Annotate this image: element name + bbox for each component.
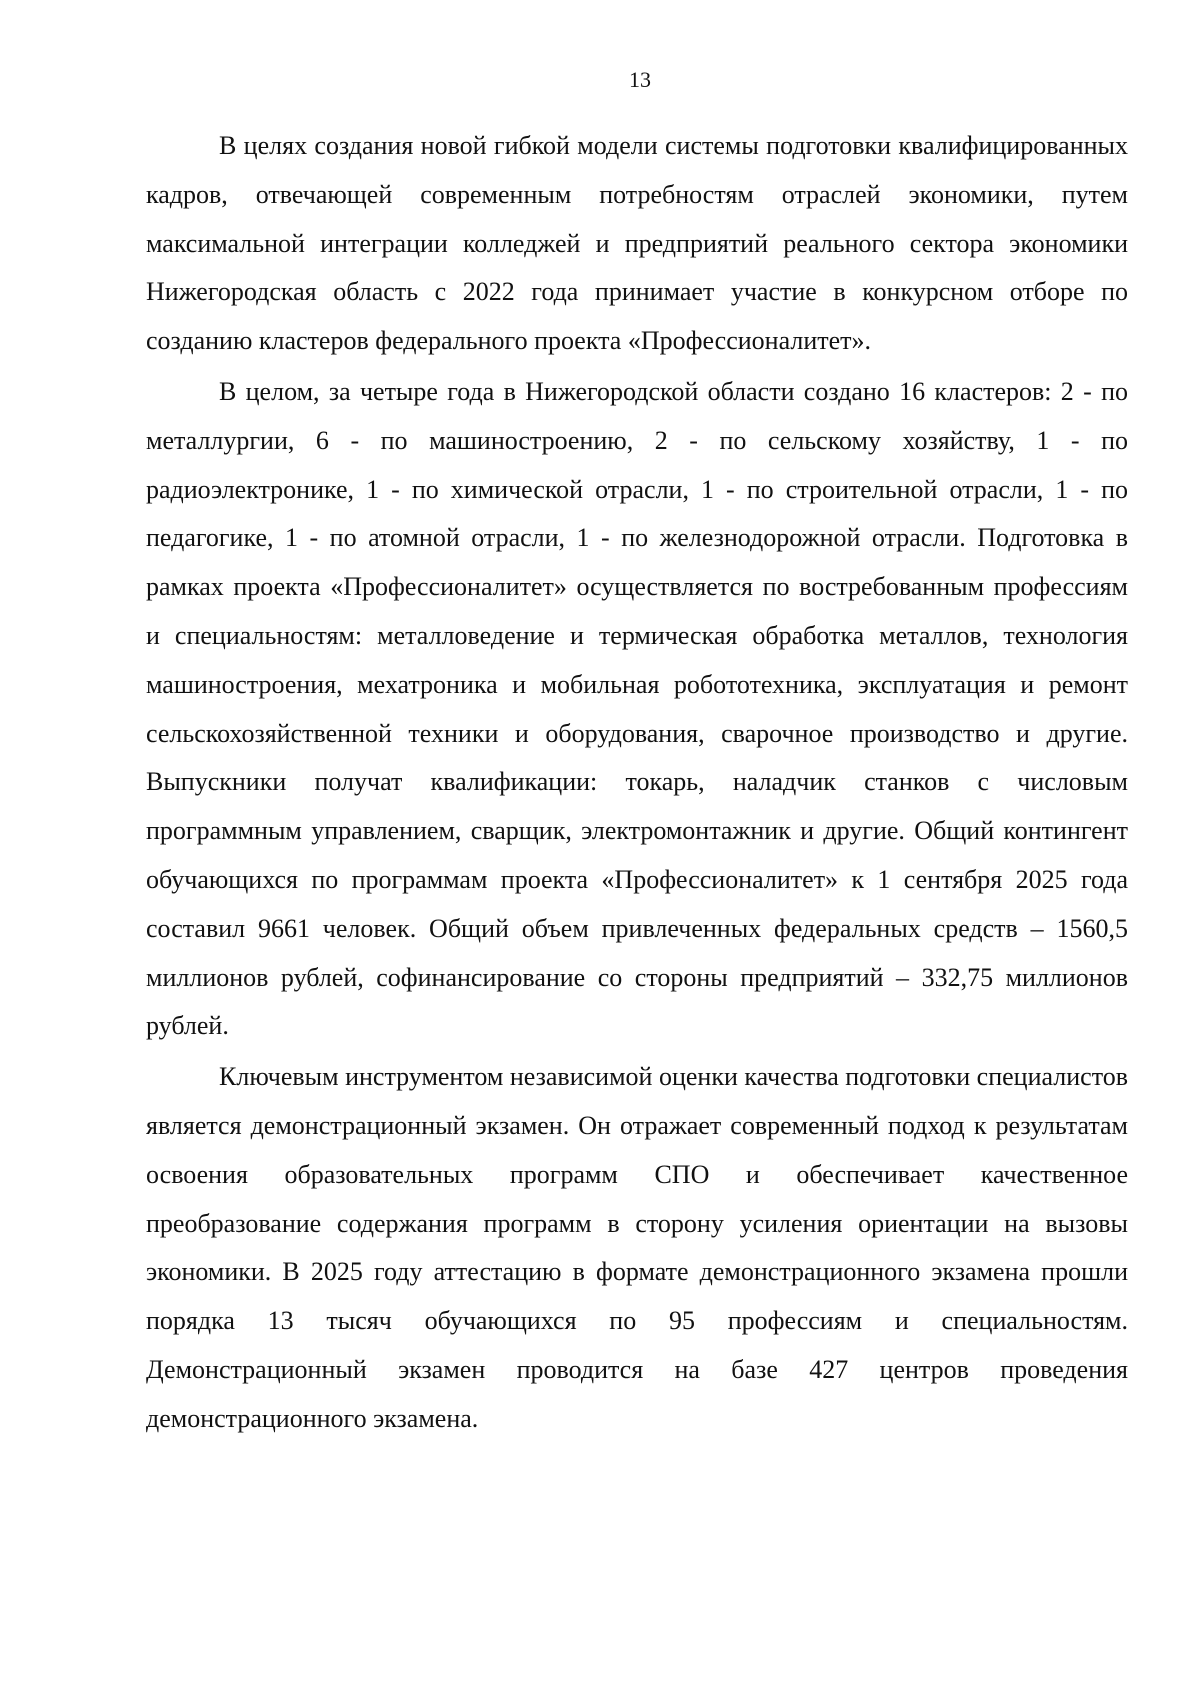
page-number: 13: [629, 67, 651, 92]
paragraph-demo-exam: Ключевым инструментом независимой оценки качества подготовки специалистов является демонстрационный экзамен. Он отражает современный подход к результатам освоения образовательных программ СПО и обеспечивает качественное преобразование содержания программ в сторону усиления ориентации на вызовы экономики. В 2025 году аттестацию в формате демонстрационного экзамена прошли порядка 13 тысяч обучающихся по 95 профессиям и специальностям. Демонстрационный экзамен проводится на базе 427 центров проведения демонстрационного экзамена.: [146, 1062, 1128, 1433]
document-body: [146, 122, 1128, 1444]
paragraph-clusters: В целом, за четыре года в Нижегородской области создано 16 кластеров: 2 - по металлургии, 6 - по машиностроению, 2 - по сельскому хозяйству, 1 - по радиоэлектронике, 1 - по химической отрасли, 1 - по строительной отрасли, 1 - по педагогике, 1 - по атомной отрасли, 1 - по железнодорожной отрасли. Подготовка в рамках проекта «Профессионалитет» осуществляется по востребованным профессиям и специальностям: металловедение и термическая обработка металлов, технология машиностроения, мехатроника и мобильная робототехника, эксплуатация и ремонт сельскохозяйственной техники и оборудования, сварочное производство и другие. Выпускники получат квалификации: токарь, наладчик станков с числовым программным управлением, сварщик, электромонтажник и другие. Общий контингент обучающихся по программам проекта «Профессионалитет» к 1 сентября 2025 года составил 9661 человек. Общий объем привлеченных федеральных средств – 1560,5 миллионов рублей, софинансирование со стороны предприятий – 332,75 миллионов рублей.: [146, 376, 1128, 1041]
paragraph-professionalitet-intro: В целях создания новой гибкой модели системы подготовки квалифицированных кадров, отвечающей современным потребностям отраслей экономики, путем максимальной интеграции колледжей и предприятий реального сектора экономики Нижегородская область с 2022 года принимает участие в конкурсном отборе по созданию кластеров федерального проекта «Профессионалитет».: [146, 131, 1128, 356]
